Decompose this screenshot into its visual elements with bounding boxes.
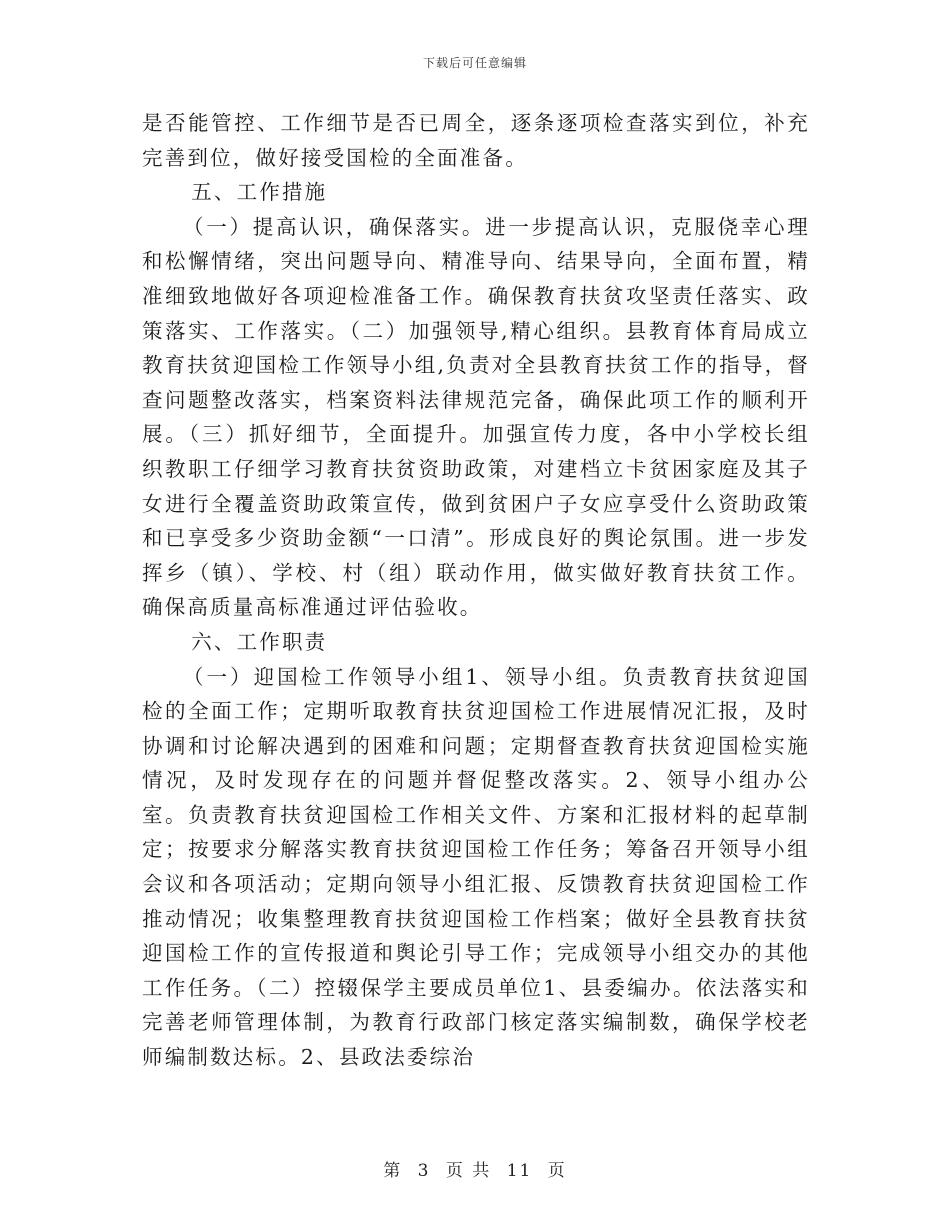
paragraph-duties: （一）迎国检工作领导小组1、领导小组。负责教育扶贫迎国检的全面工作；定期听取教育扶贫迎国检工作进展情况汇报，及时协调和讨论解决遇到的困难和问题；定期督查教育扶贫迎国检实施情况，及时发现存在的问题并督促整改落实。2、领导小组办公室。负责教育扶贫迎国检工作相关文件、方案和汇报材料的起草制定；按要求分解落实教育扶贫迎国检工作任务；筹备召开领导小组会议和各项活动；定期向领导小组汇报、反馈教育扶贫迎国检工作推动情况；收集整理教育扶贫迎国检工作档案；做好全县教育扶贫迎国检工作的宣传报道和舆论引导工作；完成领导小组交办的其他工作任务。（二）控辍保学主要成员单位1、县委编办。依法落实和完善老师管理体制，为教育行政部门核定落实编制数，确保学校老师编制数达标。2、县政法委综治 [142,664,810,1070]
page-header: 下载后可任意编辑 [422,56,527,70]
paragraph-continuation: 是否能管控、工作细节是否已周全，逐条逐项检查落实到位，补充完善到位，做好接受国检的全面准备。 [142,111,810,170]
footer-total-pages: 11 [506,1161,533,1181]
section-heading-duties: 六、工作职责 [191,629,328,654]
page-footer [0,1156,950,1181]
footer-page-number: 3 [417,1161,431,1181]
footer-suffix: 页 [547,1161,567,1181]
section-heading-measures: 五、工作措施 [191,180,328,205]
footer-prefix: 第 [383,1161,403,1181]
document-body [142,106,810,1075]
footer-mid: 页 共 [445,1161,492,1181]
paragraph-measures: （一）提高认识，确保落实。进一步提高认识，克服侥幸心理和松懈情绪，突出问题导向、精准导向、结果导向，全面布置，精准细致地做好各项迎检准备工作。确保教育扶贫攻坚责任落实、政策落实、工作落实。（二）加强领导,精心组织。县教育体育局成立教育扶贫迎国检工作领导小组,负责对全县教育扶贫工作的指导，督查问题整改落实，档案资料法律规范完备，确保此项工作的顺利开展。（三）抓好细节，全面提升。加强宣传力度，各中小学校长组织教职工仔细学习教育扶贫资助政策，对建档立卡贫困家庭及其子女进行全覆盖资助政策宣传，做到贫困户子女应享受什么资助政策和已享受多少资助金额“一口清”。形成良好的舆论氛围。进一步发挥乡（镇）、学校、村（组）联动作用，做实做好教育扶贫工作。确保高质量高标准通过评估验收。 [142,214,810,620]
